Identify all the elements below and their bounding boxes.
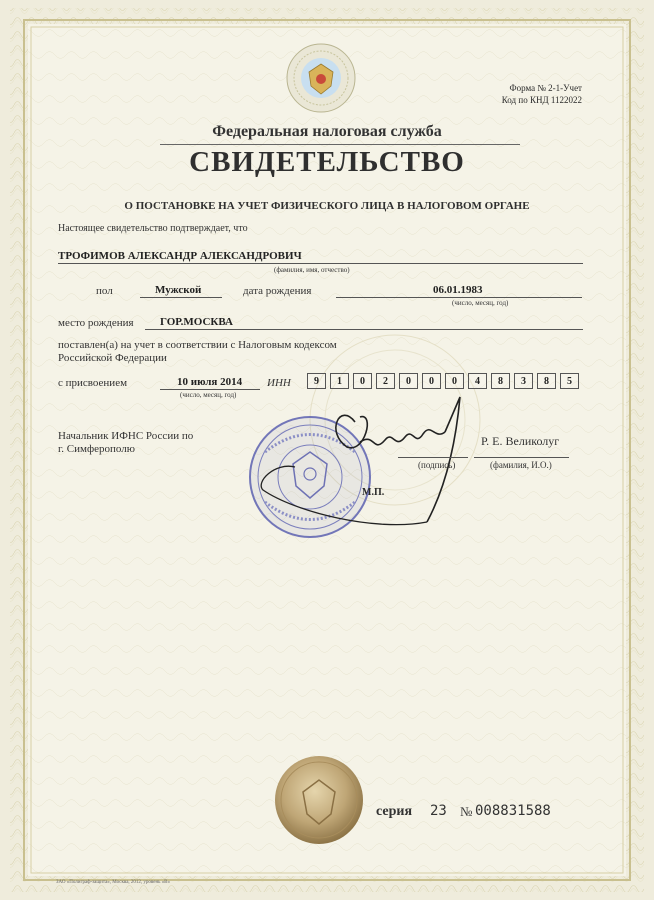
sex-value: Мужской — [155, 284, 202, 296]
signatory-name-line — [474, 457, 569, 458]
signature-hint: (подпись) — [418, 460, 456, 470]
assigned-label: с присвоением — [58, 377, 128, 389]
knd-code: Код по КНД 1122022 — [501, 95, 582, 105]
inn-digit: 0 — [422, 373, 441, 389]
mp-label: М.П. — [362, 487, 385, 498]
assigned-date-line — [160, 389, 260, 390]
birth-date-hint: (число, месяц, год) — [452, 299, 509, 307]
signatory-name: Р. Е. Великолуг — [481, 434, 560, 448]
sex-label: пол — [96, 285, 113, 297]
inn-digit: 0 — [399, 373, 418, 389]
inn-digit: 9 — [307, 373, 326, 389]
number-sign: № — [460, 804, 473, 819]
series-value: 23 — [430, 803, 447, 819]
assigned-date-hint: (число, месяц, год) — [180, 391, 237, 399]
signatory-position-1: Начальник ИФНС России по — [58, 430, 194, 442]
full-name-hint: (фамилия, имя, отчество) — [274, 266, 350, 274]
signatory-name-hint: (фамилия, И.О.) — [490, 460, 552, 470]
registration-text-2: Российской Федерации — [58, 352, 167, 364]
confirm-text: Настоящее свидетельство подтверждает, что — [58, 223, 248, 234]
agency-name: Федеральная налоговая служба — [212, 123, 442, 140]
inn-digit: 2 — [376, 373, 395, 389]
inn-digit: 5 — [560, 373, 579, 389]
birth-date-label: дата рождения — [243, 285, 312, 297]
birth-place-value: ГОР.МОСКВА — [160, 316, 233, 328]
registration-text-1: поставлен(а) на учет в соответствии с Налоговым кодексом — [58, 339, 337, 351]
inn-digit: 8 — [537, 373, 556, 389]
inn-digit: 3 — [514, 373, 533, 389]
inn-digit: 4 — [468, 373, 487, 389]
certificate-title: СВИДЕТЕЛЬСТВО — [189, 146, 465, 178]
sex-line — [140, 297, 222, 298]
agency-underline — [160, 144, 520, 145]
inn-digit: 8 — [491, 373, 510, 389]
certificate-subtitle: О ПОСТАНОВКЕ НА УЧЕТ ФИЗИЧЕСКОГО ЛИЦА В НАЛОГОВОМ ОРГАНЕ — [124, 200, 530, 212]
inn-digit: 0 — [445, 373, 464, 389]
number-value: 008831588 — [475, 803, 551, 819]
signatory-position-2: г. Симферополю — [58, 443, 135, 455]
series-label: серия — [376, 804, 413, 819]
birth-date-line — [336, 297, 582, 298]
printer-info: ЗАО «Полиграф-защита», Москва, 2012, уровень «В» — [56, 880, 171, 885]
emblem-hologram-icon — [285, 42, 357, 114]
inn-digit: 1 — [330, 373, 349, 389]
signature-line — [398, 457, 468, 458]
birth-place-label: место рождения — [58, 317, 134, 329]
inn-digit: 0 — [353, 373, 372, 389]
assigned-date-value: 10 июля 2014 — [177, 376, 243, 388]
full-name-value: ТРОФИМОВ АЛЕКСАНДР АЛЕКСАНДРОВИЧ — [58, 250, 302, 262]
inn-label: ИНН — [267, 377, 291, 389]
bottom-hologram-icon — [273, 754, 365, 846]
full-name-line — [58, 263, 583, 264]
form-number: Форма № 2-1-Учет — [509, 83, 582, 93]
birth-date-value: 06.01.1983 — [433, 284, 483, 296]
birth-place-line — [145, 329, 583, 330]
